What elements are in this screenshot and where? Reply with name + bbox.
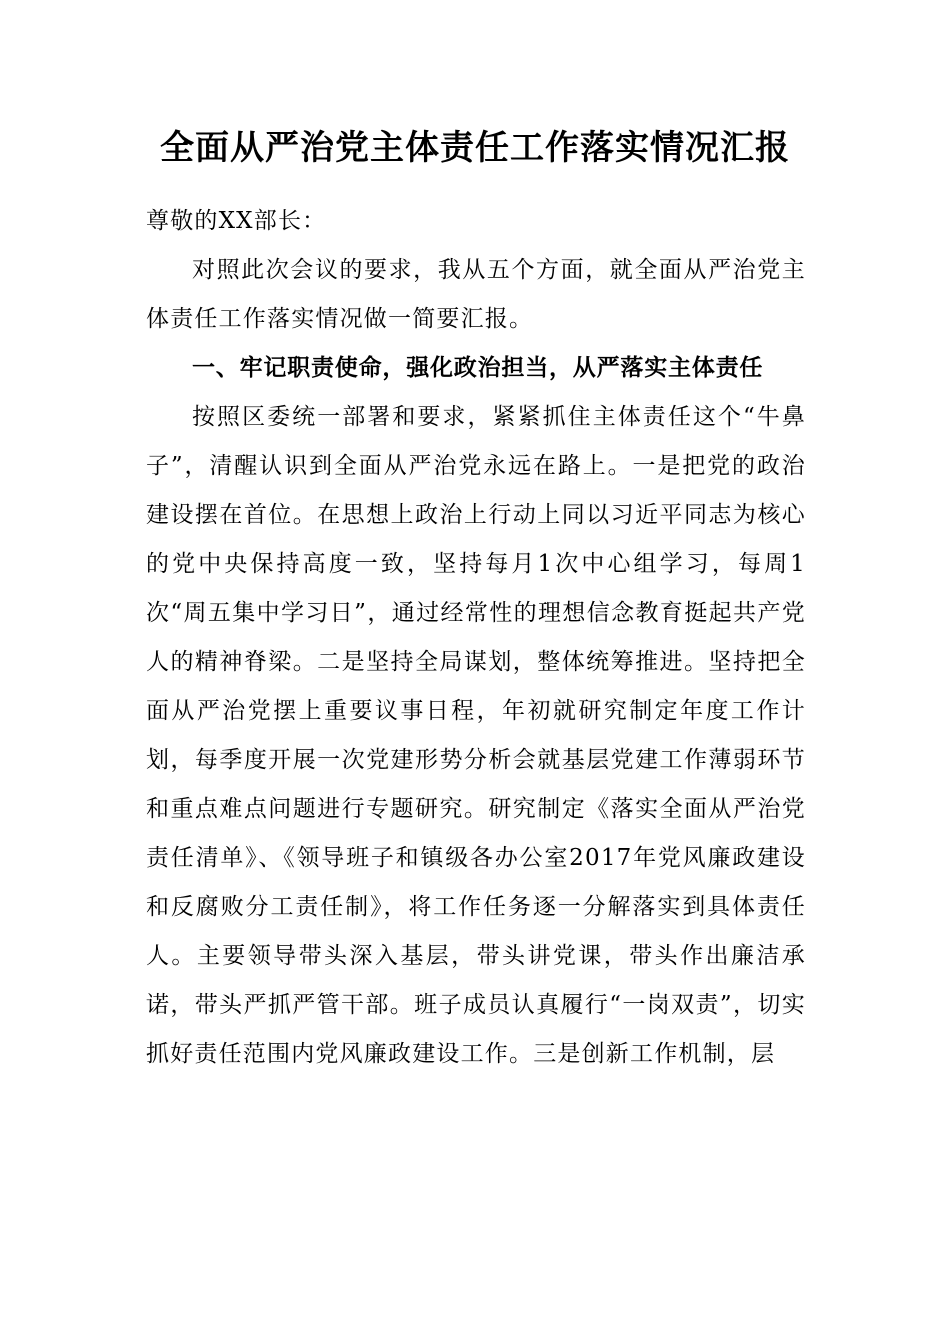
document-body [146, 197, 806, 1079]
intro-paragraph: 对照此次会议的要求，我从五个方面，就全面从严治党主体责任工作落实情况做一简要汇报。 [146, 257, 806, 332]
document-title: 全面从严治党主体责任工作落实情况汇报 [160, 128, 790, 168]
section-1-paragraph: 按照区委统一部署和要求，紧紧抓住主体责任这个“牛鼻子”，清醒认识到全面从严治党永远在路上。一是把党的政治建设摆在首位。在思想上政治上行动上同以习近平同志为核心的党中央保持高度一致，坚持每月1次中心组学习，每周1次“周五集中学习日”，通过经常性的理想信念教育挺起共产党人的精神脊梁。二是坚持全局谋划，整体统筹推进。坚持把全面从严治党摆上重要议事日程，年初就研究制定年度工作计划，每季度开展一次党建形势分析会就基层党建工作薄弱环节和重点难点问题进行专题研究。研究制定《落实全面从严治党责任清单》、《领导班子和镇级各办公室2017年党风廉政建设和反腐败分工责任制》，将工作任务逐一分解落实到具体责任人。主要领导带头深入基层，带头讲党课，带头作出廉洁承诺，带头严抓严管干部。班子成员认真履行“一岗双责”，切实抓好责任范围内党风廉政建设工作。三是创新工作机制，层 [146, 404, 806, 1067]
section-1-heading: 一、牢记职责使命，强化政治担当，从严落实主体责任 [192, 355, 764, 381]
salutation: 尊敬的XX部长： [146, 208, 327, 234]
